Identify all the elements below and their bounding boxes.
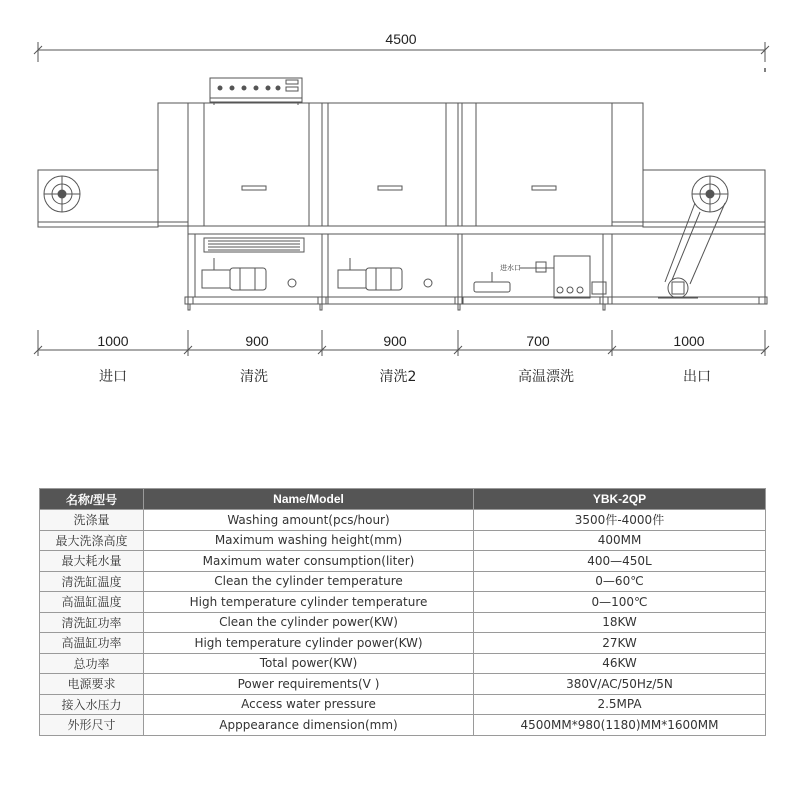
spec-name-en-cell: Access water pressure (144, 694, 474, 715)
spec-name-en-cell: Power requirements(V ) (144, 674, 474, 695)
table-row (40, 612, 766, 633)
spec-name-cn-cell: 外形尺寸 (40, 715, 144, 736)
spec-value-cell: 27KW (474, 633, 766, 654)
spec-name-en-cell: Washing amount(pcs/hour) (144, 510, 474, 531)
table-row (40, 715, 766, 736)
section-label-inlet: 进口 (99, 369, 127, 385)
exit-drive-belt (665, 203, 725, 284)
section-label-wash-1: 清洗 (240, 369, 268, 385)
spec-name-cn-cell: 清洗缸功率 (40, 612, 144, 633)
spec-value-cell: 46KW (474, 653, 766, 674)
spec-name-en-cell: Clean the cylinder power(KW) (144, 612, 474, 633)
table-header-row (40, 489, 766, 510)
wash-pump-1 (202, 258, 296, 290)
spec-name-en-cell: Maximum washing height(mm) (144, 530, 474, 551)
header-name-cn: 名称/型号 (40, 489, 144, 510)
section-label-wash-2: 清洗2 (379, 369, 417, 385)
wash-tank-1 (204, 238, 304, 252)
entrance-drive-wheel (44, 176, 80, 212)
spec-value-cell: 2.5MPA (474, 694, 766, 715)
table-row (40, 530, 766, 551)
dimension-wash-2: 900 (383, 333, 407, 349)
dimension-rinse: 700 (526, 333, 550, 349)
spec-name-en-cell: Total power(KW) (144, 653, 474, 674)
spec-value-cell: 0—100℃ (474, 592, 766, 613)
spec-name-en-cell: Maximum water consumption(liter) (144, 551, 474, 572)
rinse-heater-unit (474, 256, 606, 298)
spec-name-cn-cell: 最大耗水量 (40, 551, 144, 572)
spec-value-cell: 380V/AC/50Hz/5N (474, 674, 766, 695)
main-housing (158, 103, 643, 226)
spec-value-cell: 4500MM*980(1180)MM*1600MM (474, 715, 766, 736)
spec-name-en-cell: High temperature cylinder power(KW) (144, 633, 474, 654)
spec-name-cn-cell: 洗涤量 (40, 510, 144, 531)
header-name-model: Name/Model (144, 489, 474, 510)
spec-name-en-cell: Apppearance dimension(mm) (144, 715, 474, 736)
table-row (40, 694, 766, 715)
specification-table (39, 488, 766, 736)
spec-value-cell: 0—60℃ (474, 571, 766, 592)
dimension-inlet: 1000 (97, 333, 129, 349)
table-row (40, 551, 766, 572)
spec-value-cell: 400MM (474, 530, 766, 551)
spec-name-en-cell: Clean the cylinder temperature (144, 571, 474, 592)
entrance-conveyor (38, 170, 188, 227)
exit-drive-wheel (692, 176, 728, 212)
table-row (40, 592, 766, 613)
table-row (40, 510, 766, 531)
table-row (40, 653, 766, 674)
overall-dimension-label: 4500 (385, 31, 417, 47)
exit-conveyor (612, 170, 765, 227)
section-label-outlet: 出口 (683, 369, 711, 385)
table-row (40, 633, 766, 654)
spec-name-cn-cell: 高温缸温度 (40, 592, 144, 613)
water-inlet-annotation: 进水口 (500, 264, 521, 272)
control-panel (210, 78, 302, 105)
table-row (40, 571, 766, 592)
header-model-number: YBK-2QP (474, 489, 766, 510)
exit-drive-motor (658, 278, 698, 298)
wash-pump-2 (338, 258, 432, 290)
spec-name-en-cell: High temperature cylinder temperature (144, 592, 474, 613)
table-row (40, 674, 766, 695)
spec-name-cn-cell: 总功率 (40, 653, 144, 674)
spec-name-cn-cell: 电源要求 (40, 674, 144, 695)
spec-name-cn-cell: 最大洗涤高度 (40, 530, 144, 551)
spec-value-cell: 3500件-4000件 (474, 510, 766, 531)
spec-name-cn-cell: 高温缸功率 (40, 633, 144, 654)
spec-value-cell: 400—450L (474, 551, 766, 572)
spec-name-cn-cell: 清洗缸温度 (40, 571, 144, 592)
spec-value-cell: 18KW (474, 612, 766, 633)
dimension-outlet: 1000 (673, 333, 705, 349)
dimension-wash-1: 900 (245, 333, 269, 349)
spec-name-cn-cell: 接入水压力 (40, 694, 144, 715)
section-label-rinse: 高温漂洗 (518, 369, 574, 385)
